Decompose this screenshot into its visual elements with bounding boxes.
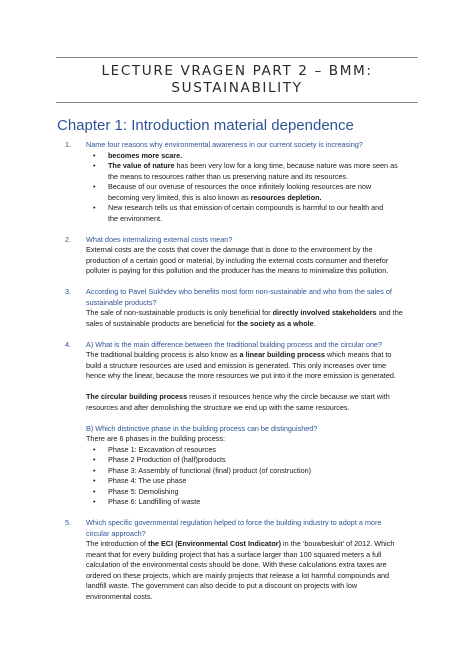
bullet-icon: • <box>93 444 96 454</box>
document-body <box>65 140 421 602</box>
question-number: 5. <box>65 518 72 527</box>
list-item: • Phase 4: The use phase <box>93 476 187 485</box>
title-top-rule <box>56 57 418 58</box>
list-item: • Phase 6: Landfilling of waste <box>93 497 201 506</box>
list-item: • The value of nature has been very low for a long time, because nature was more seen as the means to resources rather than us preserving nature and its resources. <box>93 161 398 181</box>
question-number: 3. <box>65 287 72 296</box>
question-text: circular approach? <box>86 528 146 538</box>
question-4 <box>65 340 421 351</box>
question-text: According to Pavel Sukhdev who benefits most form non-sustainable and who from the sales of <box>86 287 392 296</box>
phase-list <box>65 445 421 508</box>
list-item: • Because of our overuse of resources the once infinitely looking resources are now becoming very limited, this is also known as resources depletion. <box>93 182 372 202</box>
question-1 <box>65 140 421 151</box>
bullet-icon: • <box>93 455 96 464</box>
title-line-2: SUSTAINABILITY <box>171 80 303 96</box>
bullet-icon: • <box>93 486 96 496</box>
question-3 <box>65 287 421 308</box>
list-item: • Phase 3: Assembly of functional (final) product (of construction) <box>93 465 312 475</box>
question-text: sustainable products? <box>86 297 157 307</box>
bullet-icon: • <box>93 476 96 485</box>
question-text: A) What is the main difference between the traditional building process and the circular one? <box>86 339 383 349</box>
answer-4a: The traditional building process is also know as a linear building process which means that to build a structure resources are used and emission is generated. This only increases over time hence why the linear, because the more resources we put into it the more emission is generated. <box>86 350 396 380</box>
bullet-icon: • <box>93 203 96 212</box>
title-bottom-rule <box>56 102 418 103</box>
list-item: • Phase 5: Demolishing <box>93 486 179 496</box>
question-text: Name four reasons why environmental awareness in our current society is increasing? <box>86 140 363 149</box>
answer-2: External costs are the costs that cover the damage that is done to the environment by the production of a certain good or material, by including the external costs consumer and therefor polluter is paying for this pollution and the producer has the means to minimalize this pollution. <box>86 245 389 275</box>
list-item: • Phase 1: Excavation of resources <box>93 444 217 454</box>
question-text: Which specific governmental regulation helped to force the building industry to adopt a more <box>86 518 382 527</box>
phases-intro: There are 6 phases in the building process: <box>86 434 226 443</box>
question-5 <box>65 518 421 539</box>
question-4b: B) Which distinctive phase in the building process can be distinguished? <box>86 423 318 433</box>
list-item: • New research tells us that emission of certain compounds is harmful to our health and the environment. <box>93 203 384 223</box>
bullet-icon: • <box>93 465 96 475</box>
answer-4a-circular: The circular building process reuses it resources hence why the circle because we start with resources and after demolishing the structure we end up with the same resources. <box>86 392 390 412</box>
answer-5: The introduction of the ECI (Environmental Cost Indicator) in the ‘bouwbesluit’ of 2012. Which meant that for every building project that has a surface larger than 100 squared meters a full calculation of the environmental costs should be done. With these calculations extra taxes are ordered on these projects, which are mainly projects that release a lot harmful compounds and landfill waste. The government can also decide to put a discount on projects with low environmental costs. <box>86 539 395 601</box>
answer-3: The sale of non-sustainable products is only beneficial for directly involved stakeholders and the sales of sustainable products are beneficial for the society as a whole. <box>86 308 403 328</box>
question-number: 4. <box>65 339 72 349</box>
list-item: • becomes more scare. <box>93 150 183 160</box>
bullet-icon: • <box>93 182 96 191</box>
question-2 <box>65 235 421 246</box>
bullet-icon: • <box>93 161 96 170</box>
list-item: • Phase 2 Production of (half)products <box>93 455 226 464</box>
chapter-heading: Chapter 1: Introduction material dependence <box>57 117 354 134</box>
question-number: 2. <box>65 234 72 244</box>
bullet-icon: • <box>93 497 96 506</box>
bullet-icon: • <box>93 150 96 160</box>
document-title <box>56 63 418 97</box>
title-line-1: LECTURE VRAGEN PART 2 – BMM: <box>101 63 373 79</box>
question-number: 1. <box>65 140 72 149</box>
bullet-list <box>65 151 421 225</box>
question-text: What does internalizing external costs mean? <box>86 234 233 244</box>
